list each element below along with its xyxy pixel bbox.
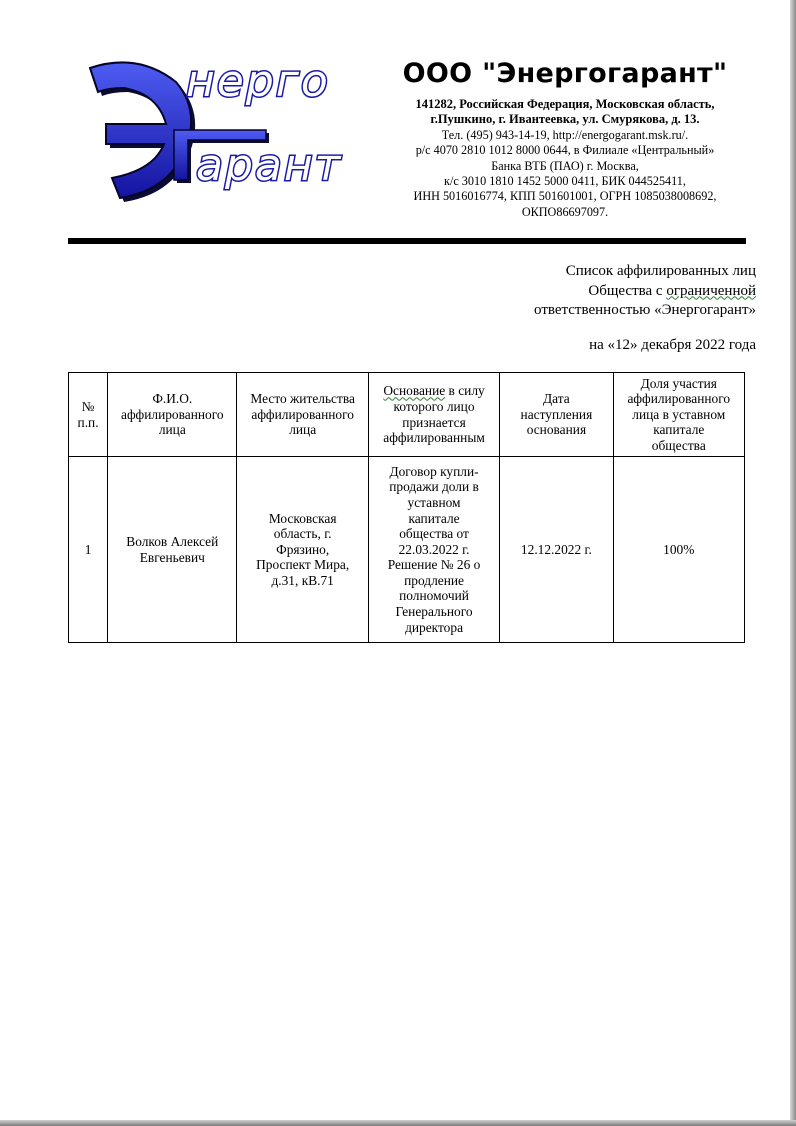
cell-share: 100% — [613, 457, 744, 643]
bank-line: Банка ВТБ (ПАО) г. Москва, — [491, 158, 639, 173]
header-date: Дата наступления основания — [500, 373, 613, 457]
inn-line: ИНН 5016016774, КПП 501601001, ОГРН 1085038008692, — [413, 189, 717, 204]
title-line-1: Список аффилированных лиц — [565, 263, 756, 279]
okpo-line: ОКПО86697097. — [521, 204, 609, 219]
title-line-2 — [380, 282, 756, 302]
cell-date: 12.12.2022 г. — [500, 457, 613, 643]
header-basis: Основание в силу которого лицо признается аффилированным — [368, 373, 499, 457]
company-logo — [78, 52, 378, 202]
header-share: Доля участия аффилированного лица в уставном капитале общества — [613, 373, 744, 457]
logo-bottom-word: арант — [196, 140, 343, 191]
phone-line: Тел. (495) 943-14-19, http://energogarant.msk.ru/. — [441, 127, 689, 142]
company-details — [380, 97, 750, 220]
title-line-2-part-a: Общества с — [588, 282, 667, 299]
header-num: № п.п. — [69, 373, 108, 457]
table-header-row — [69, 373, 745, 457]
title-line-2-part-b: ограниченной — [666, 282, 756, 299]
table-row — [69, 457, 745, 643]
header-name: Ф.И.О. аффилированного лица — [108, 373, 237, 457]
cell-residence: Московская область, г. Фрязино, Проспект Мира, д.31, кВ.71 — [237, 457, 368, 643]
account-line: р/с 4070 2810 1012 8000 0644, в Филиале «Центральный» — [415, 143, 715, 158]
address-line-1: 141282, Российская Федерация, Московская область, — [415, 97, 715, 111]
page-shadow-bottom — [0, 1120, 796, 1126]
corr-account-line: к/с 3010 1810 1452 5000 0411, БИК 044525411, — [444, 174, 686, 189]
header-residence: Место жительства аффилированного лица — [237, 373, 368, 457]
logo-top-word: нерго — [186, 56, 330, 107]
cell-name: Волков Алексей Евгеньевич — [108, 457, 237, 643]
cell-num: 1 — [69, 457, 108, 643]
address-line-2: г.Пушкино, г. Ивантеевка, ул. Смурякова, д. 13. — [430, 112, 700, 127]
document-date: на «12» декабря 2022 года — [589, 337, 756, 353]
cell-basis: Договор купли- продажи доли в уставном капитале общества от 22.03.2022 г. Решение № 26 о продление полномочий Генерального директора — [368, 457, 499, 643]
company-name: ООО "Энергогарант" — [402, 58, 728, 89]
page-shadow-right — [790, 0, 796, 1126]
header-divider — [68, 238, 746, 244]
document-title — [380, 262, 756, 321]
affiliates-table — [68, 372, 745, 643]
title-line-3: ответственностью «Энергогарант» — [534, 302, 756, 319]
